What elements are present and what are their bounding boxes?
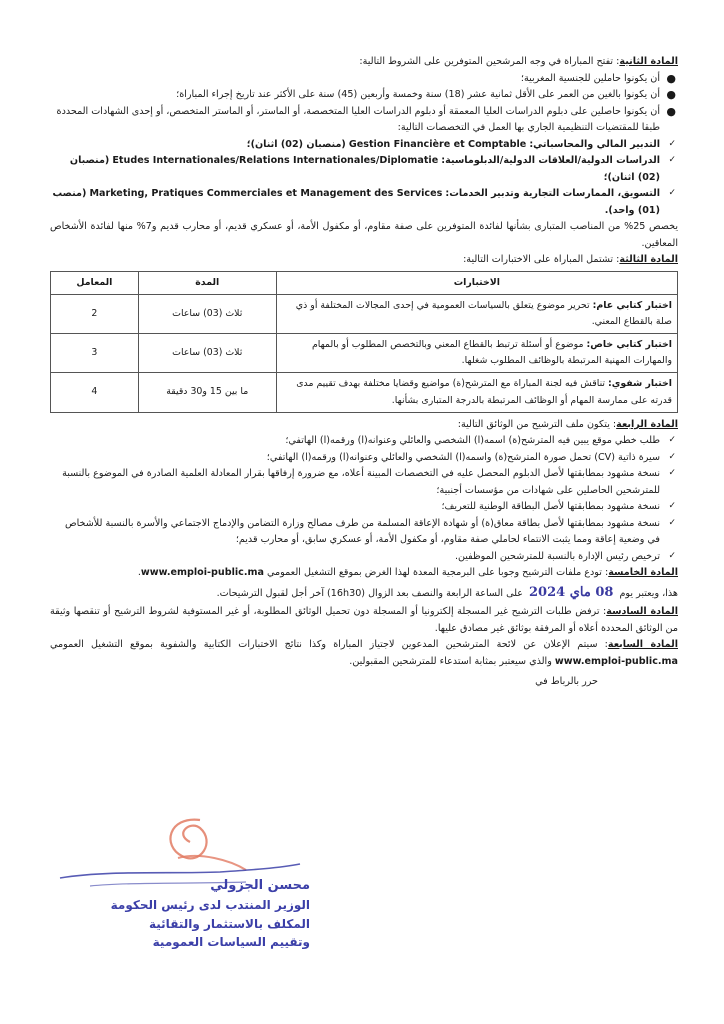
date-stamp: 08 ماي 2024 [529,584,614,600]
signature-block [50,812,310,952]
article-4-heading: المادة الرابعة [616,418,678,430]
article-5-heading: المادة الخامسة [608,567,678,579]
article-3-heading: المادة الثالثة [619,254,678,265]
exam-description: اختبار كتابي عام: تحرير موضوع يتعلق بالسياسات العمومية في إحدى المجالات المختلفة أو ذي صلة بالقطاع المعني. [276,294,677,333]
condition-item: ● أن يكونوا بالغين من العمر على الأقل ثمانية عشر (18) سنة وخمسة وأربعين (45) سنة على الأكثر عند تاريخ إجراء المباراة؛ [50,87,678,104]
specialties-list [50,137,678,220]
checkmark-icon: ✓ [668,138,676,149]
article-6-heading: المادة السادسة [606,606,678,618]
exam-duration: ما بين 15 و30 دقيقة [138,373,276,412]
signatory-name: محسن الجزولي [210,878,310,893]
article-7-heading: المادة السابعة [607,639,678,651]
documents-list [50,433,678,565]
exams-table [50,271,678,413]
condition-item: ● أن يكونوا حاصلين على دبلوم الدراسات العليا المعمقة أو دبلوم الدراسات العليا المتخصصة، أو الماستر، أو الماستر المتخصص، أو إحدى الشهادات المحددة طبقا للمقتضيات التنظيمية الجاري بها العمل في التخصصات التالية: [56,104,676,133]
header-tests: الاختبارات [276,271,677,294]
article-5-intro: المادة الخامسة: تودع ملفات الترشيح وجوبا على البرمجية المعدة لهذا الغرض بموقع التشغيل العمومي www.emploi-public.ma. [137,567,678,579]
table-row [51,334,678,373]
document-item: ✓ نسخة مشهود بمطابقتها لأصل بطاقة معاق(ة) أو شهادة الإعاقة المسلمة من طرف مصالح وزارة التضامن والإدماج الاجتماعي والأسرة بالنسبة للأشخاص في وضعية إعاقة ومما يثبت الانتماء لحاملي صفة مقاوم، أو مكفول الأمة، أو عسكري سابق، أو محارب قديم؛ [65,517,676,546]
specialty-item: ✓ الدراسات الدولية/العلاقات الدولية/الدبلوماسية: Etudes Internationales/Relations Internationales/Diplomatie (منصبان (02) اثنان)؛ [69,155,676,183]
article-6 [50,604,678,637]
emploi-public-link[interactable]: www.emploi-public.ma [140,567,264,579]
checkmark-icon: ✓ [668,468,676,479]
article-7-text: : سيتم الإعلان عن لائحة المترشحين المدعوين لاجتياز المباراة وكذا نتائج الاختبارات الكتابية والشفوية بموقع التشغيل العمومي [50,639,608,651]
signatory-title: محسن الجزولي الوزير المنتدب لدى رئيس الحكومة المكلف بالاستثمار والتقائية وتقييم السياسات العمومية [110,878,310,950]
checkmark-icon: ✓ [668,155,676,165]
article-2-intro [50,54,678,71]
emploi-public-link[interactable]: www.emploi-public.ma [554,655,678,667]
specialty-item: ✓ التسويق، الممارسات التجارية وتدبير الخدمات: Marketing, Pratiques Commerciales et Management des Services (منصب (01) واحد). [52,188,676,216]
checkmark-icon: ✓ [668,501,676,512]
closing-line: حرر بالرباط في [535,676,598,688]
article-3-intro [50,252,678,269]
reserved-positions: يخصص 25% من المناصب المتبارى بشأنها لفائدة المتوفرين على صفة مقاوم، أو مكفول الأمة، أو عسكري قديم، أو محارب قديم و7% منها لفائدة الأشخاص المعاقين. [50,221,678,249]
checkmark-icon: ✓ [668,550,676,561]
document-item: ✓ نسخة مشهود بمطابقتها لأصل الدبلوم المحصل عليه في التخصصات المبينة أعلاه، مع ضرورة إرفاقها بقرار المعادلة العلمية الصادرة في الموضوع بالنسبة للمترشحين الحاصلين على شهادات من مؤسسات أجنبية؛ [62,468,676,496]
exam-coefficient: 4 [51,373,139,412]
exam-coefficient: 2 [51,294,139,333]
article-4-text: : يتكون ملف الترشيح من الوثائق التالية: [457,418,617,430]
article-6-text: : ترفض طلبات الترشيح غير المسجلة إلكترونيا أو المسجلة دون تحميل الوثائق المطلوبة، أو غير المستوفية لشروط الترشيح أو تنقصها وثيقة من الوثائق المحددة أعلاه أو المرفقة بوثائق غير مصادق عليها. [50,606,678,634]
document-item: ✓ ترخيص رئيس الإدارة بالنسبة للمترشحين الموظفين. [50,549,678,566]
table-header-row [51,271,678,294]
conditions-list [50,71,678,137]
checkmark-icon: ✓ [668,451,676,462]
document-item: ✓ طلب خطي موقع يبين فيه المترشح(ة) اسمه(ا) الشخصي والعائلي وعنوانه(ا) ورقمه(ا) الهاتفي؛ [50,433,678,450]
bullet-dot-icon: ● [666,88,676,101]
article-4-intro [50,417,678,434]
article-5-text: : تودع ملفات الترشيح وجوبا على البرمجية المعدة لهذا الغرض بموقع التشغيل العمومي [267,567,609,579]
article-2-text: : تفتح المباراة في وجه المرشحين المتوفرين على الشروط التالية: [359,56,620,67]
condition-item: ● أن يكونوا حاملين للجنسية المغربية؛ [50,71,678,88]
article-2-heading: المادة الثانية [619,56,678,67]
exam-duration: ثلاث (03) ساعات [138,294,276,333]
header-coefficient: المعامل [51,271,139,294]
exam-coefficient: 3 [51,334,139,373]
checkmark-icon: ✓ [668,435,676,446]
exam-description: اختبار كتابي خاص: موضوع أو أسئلة ترتبط بالقطاع المعني وبالتخصص المطلوب أو بالمهام والمهارات المهنية المرتبطة بالوظائف المطلوب شغلها. [276,334,677,373]
exam-duration: ثلاث (03) ساعات [138,334,276,373]
checkmark-icon: ✓ [668,188,676,198]
document-item: ✓ نسخة مشهود بمطابقتها لأصل البطاقة الوطنية للتعريف؛ [50,499,678,516]
article-3-text: : تشتمل المباراة على الاختبارات التالية: [463,254,620,265]
table-row [51,373,678,412]
document-item: ✓ سيرة ذاتية (CV) تحمل صورة المترشح(ة) واسمه(ا) الشخصي والعائلي وعنوانه(ا) ورقمه(ا) الهاتفي؛ [50,450,678,467]
deadline-line: هذا، ويعتبر يوم08 ماي 2024على الساعة الرابعة والنصف بعد الزوال (16h30) آخر أجل لقبول الترشيحات. [216,584,678,600]
bullet-dot-icon: ● [666,71,676,85]
exam-description: اختبار شفوي: تناقش فيه لجنة المباراة مع المترشح(ة) مواضيع وقضايا مختلفة بهدف تقييم مدى قدرته على ممارسة المهام أو الوظائف المرتبطة بالدرجة المتبارى بشأنها. [276,373,677,412]
table-row [51,294,678,333]
bullet-dot-icon: ● [666,104,676,118]
article-7: المادة السابعة: سيتم الإعلان عن لائحة المترشحين المدعوين لاجتياز المباراة وكذا نتائج الاختبارات الكتابية والشفوية بموقع التشغيل العمومي www.emploi-public.ma والذي سيعتبر بمثابة استدعاء للمترشحين المقبولين. [50,639,678,667]
header-duration: المدة [138,271,276,294]
specialty-item: ✓ التدبير المالي والمحاسباتي: Gestion Financière et Comptable (منصبان (02) اثنان)؛ [50,137,678,154]
checkmark-icon: ✓ [668,517,676,528]
